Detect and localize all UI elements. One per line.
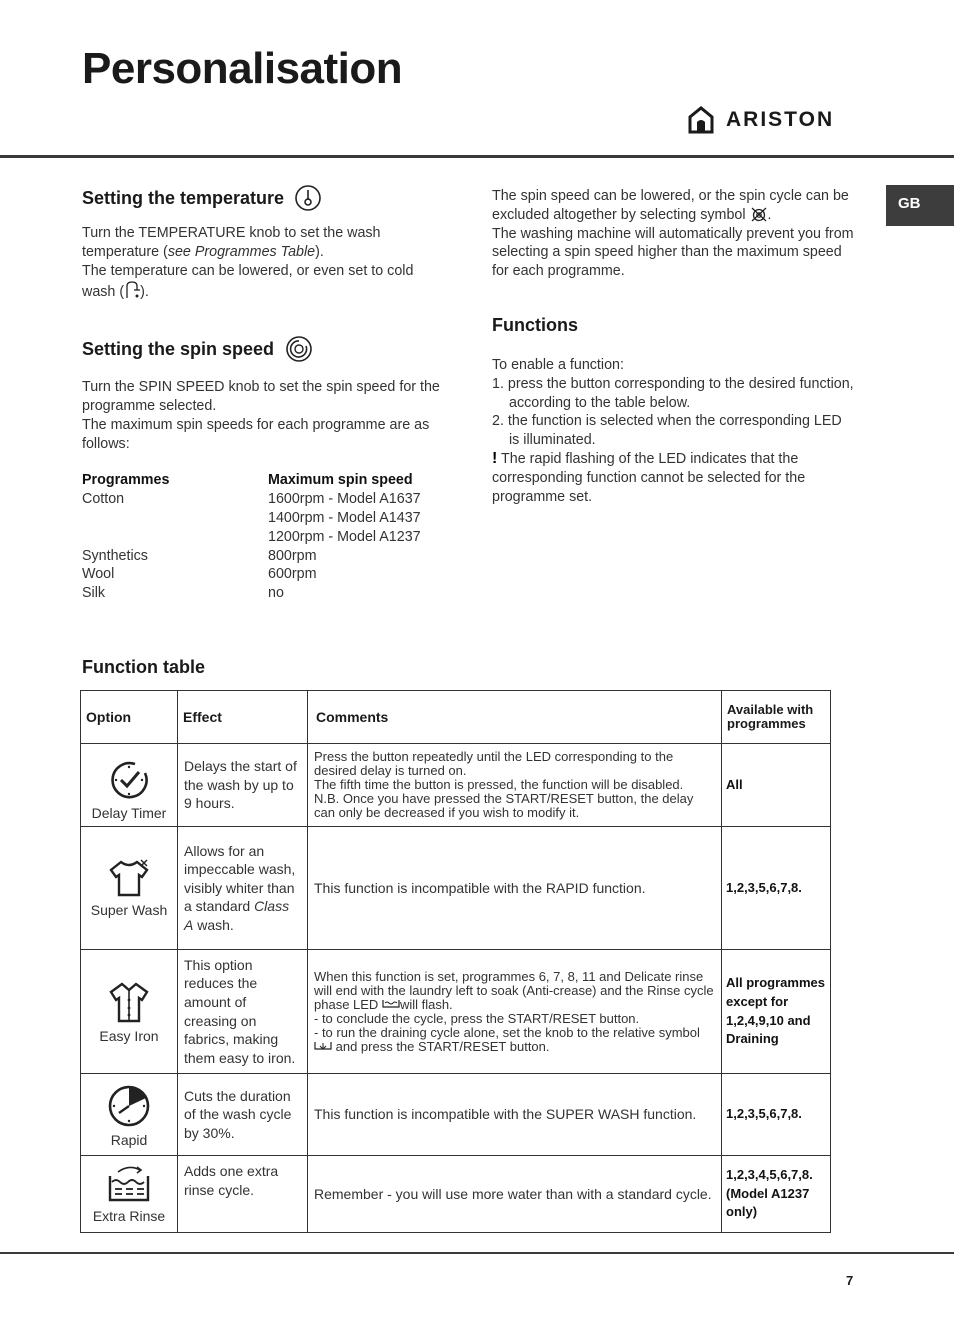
spin-limit-paragraph: The washing machine will automatically prevent you from selecting a spin speed higher than the maximum speed for each programme. — [492, 225, 854, 280]
header-available: Available with programmes — [722, 691, 831, 744]
temperature-heading-text: Setting the temperature — [82, 187, 285, 208]
header-effect: Effect — [178, 691, 308, 744]
no-spin-icon — [750, 206, 768, 222]
language-tab: GB — [886, 185, 954, 226]
cold-wash-tap-icon — [124, 280, 140, 300]
rinse-led-icon — [382, 999, 400, 1009]
option-cell: Rapid — [81, 1074, 178, 1156]
function-table — [80, 690, 831, 1233]
available-cell: 1,2,3,5,6,7,8. — [722, 827, 831, 950]
header-divider — [0, 155, 954, 158]
functions-step-2: 2. the function is selected when the corresponding LED is illuminated. — [492, 413, 842, 449]
drain-symbol-icon — [314, 1041, 332, 1051]
spin-table-row: Silk no — [82, 585, 284, 602]
page-title: Personalisation — [82, 44, 403, 93]
table-row — [81, 1156, 831, 1233]
spin-exclude-paragraph: The spin speed can be lowered, or the spin cycle can be excluded altogether by selecting symbol . — [492, 188, 849, 223]
option-cell: Delay Timer — [81, 744, 178, 827]
table-row — [81, 1074, 831, 1156]
function-table-header — [81, 691, 831, 744]
temperature-paragraph-2: The temperature can be lowered, or even set to cold wash ( ). — [82, 262, 414, 301]
functions-heading: Functions — [492, 314, 578, 335]
spin-table-row: 1400rpm - Model A1437 — [268, 509, 421, 526]
spin-speed-table — [82, 471, 442, 603]
footer-divider — [0, 1252, 954, 1254]
header-comments: Comments — [308, 691, 722, 744]
spin-paragraph-1: Turn the SPIN SPEED knob to set the spin speed for the programme selected. — [82, 379, 440, 414]
effect-cell: Adds one extra rinse cycle. — [178, 1156, 308, 1233]
spin-table-row: 1200rpm - Model A1237 — [268, 528, 421, 545]
comments-cell: Press the button repeatedly until the LED corresponding to the desired delay is turned on. The fifth time the button is pressed, the function will be disabled. N.B. Once you have pressed the START/RESET button, the delay can only be decreased if you wish to modify it. — [308, 744, 722, 827]
comments-cell: When this function is set, programmes 6, 7, 8, 11 and Delicate rinse will end with the laundry left to soak (Anti-crease) and the Rinse cycle phase LED will flash. - to conclude the cycle, press the START/RESET button. - to run the draining cycle alone, set the knob to the relative symbol and press the START/RESET button. — [308, 950, 722, 1074]
brand-name: ARISTON — [726, 108, 835, 131]
table-row — [81, 950, 831, 1074]
available-cell: All programmes except for 1,2,4,9,10 and Draining — [722, 950, 831, 1074]
ariston-house-icon — [688, 106, 714, 134]
available-cell: All — [722, 744, 831, 827]
thermometer-knob-icon — [294, 184, 322, 212]
super-wash-shirt-icon — [107, 858, 151, 898]
delay-timer-icon — [107, 759, 151, 801]
spin-table-row: Cotton 1600rpm - Model A1637 — [82, 491, 421, 508]
effect-cell: Allows for an impeccable wash, visibly whiter than a standard Class A wash. — [178, 827, 308, 950]
easy-iron-shirt-icon — [107, 980, 151, 1024]
functions-warning: ! The rapid flashing of the LED indicates that the corresponding function cannot be selected for the programme set. — [492, 449, 806, 505]
effect-cell: Cuts the duration of the wash cycle by 30%. — [178, 1074, 308, 1156]
function-table-title: Function table — [82, 657, 205, 677]
temperature-heading — [82, 184, 442, 212]
spin-table-row: Wool 600rpm — [82, 566, 317, 583]
option-cell: Super Wash — [81, 827, 178, 950]
spin-icon — [284, 334, 314, 364]
rapid-clock-icon — [106, 1082, 152, 1128]
comments-cell: Remember - you will use more water than with a standard cycle. — [308, 1156, 722, 1233]
comments-cell: This function is incompatible with the RAPID function. — [308, 827, 722, 950]
functions-intro: To enable a function: — [492, 356, 624, 373]
spin-heading-text: Setting the spin speed — [82, 338, 275, 359]
functions-step-1: 1. press the button corresponding to the desired function, according to the table below. — [492, 375, 854, 411]
table-row — [81, 827, 831, 950]
effect-cell: This option reduces the amount of creasing on fabrics, making them easy to iron. — [178, 950, 308, 1074]
spin-table-header: Programmes Maximum spin speed — [82, 472, 413, 489]
page-number: 7 — [846, 1273, 854, 1288]
available-cell: 1,2,3,4,5,6,7,8. (Model A1237 only) — [722, 1156, 831, 1233]
option-cell: Extra Rinse — [81, 1156, 178, 1233]
spin-heading — [82, 334, 442, 364]
right-column — [492, 187, 854, 506]
spin-paragraph-2: The maximum spin speeds for each programme are as follows: — [82, 416, 430, 452]
header-option: Option — [81, 691, 178, 744]
extra-rinse-tub-icon — [104, 1164, 154, 1204]
effect-cell: Delays the start of the wash by up to 9 hours. — [178, 744, 308, 827]
spin-table-row: Synthetics 800rpm — [82, 547, 317, 564]
left-column — [82, 184, 442, 603]
available-cell: 1,2,3,5,6,7,8. — [722, 1074, 831, 1156]
temperature-paragraph-1: Turn the TEMPERATURE knob to set the wash temperature (see Programmes Table). — [82, 225, 381, 260]
comments-cell: This function is incompatible with the SUPER WASH function. — [308, 1074, 722, 1156]
option-cell: Easy Iron — [81, 950, 178, 1074]
brand-logo — [688, 106, 834, 134]
table-row — [81, 744, 831, 827]
